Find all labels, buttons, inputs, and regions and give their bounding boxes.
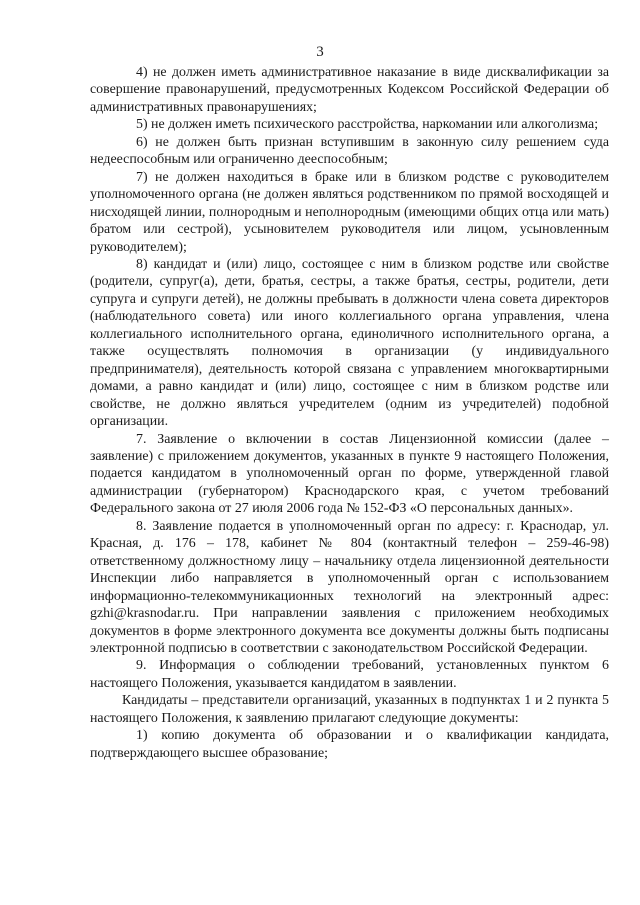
document-body [90, 64, 609, 762]
paragraph-clause-9: 9. Информация о соблюдении требований, установленных пунктом 6 настоящего Положения, указывается кандидатом в заявлении. [90, 658, 609, 691]
paragraph-requirement-7: 7) не должен находиться в браке или в близком родстве с руководителем уполномоченного органа (не должен являться родственником по прямой восходящей и нисходящей линии, полнородным и неполнородным (имеющими общих отца или мать) братом или сестрой), усыновителем руководителя или лицом, усыновленным руководителем); [90, 169, 609, 255]
paragraph-clause-8: 8. Заявление подается в уполномоченный орган по адресу: г. Краснодар, ул. Красная, д. 176 – 178, кабинет № 804 (контактный телефон – 259-46-98) ответственному должностному лицу – начальнику отдела лицензионной деятельности Инспекции либо направляется в уполномоченный орган с использованием информационно-телекоммуникационных технологий на электронный адрес: gzhi@krasnodar.ru. При направлении заявления с приложением необходимых документов в форме электронного документа все документы должны быть подписаны электронной подписью в соответствии с законодательством Российской Федерации. [90, 518, 609, 656]
paragraph-requirement-4: 4) не должен иметь административное наказание в виде дисквалификации за совершение правонарушений, предусмотренных Кодексом Российской Федерации об административных правонарушениях; [90, 65, 609, 115]
paragraph-clause-7: 7. Заявление о включении в состав Лицензионной комиссии (далее – заявление) с приложением документов, указанных в пункте 9 настоящего Положения, подается кандидатом в уполномоченный орган по форме, утвержденной главой администрации (губернатором) Краснодарского края, с учетом требований Федерального закона от 27 июля 2006 года № 152-ФЗ «О персональных данных». [90, 431, 609, 517]
paragraph-candidates: Кандидаты – представители организаций, указанных в подпунктах 1 и 2 пункта 5 настоящего Положения, к заявлению прилагают следующие документы: [90, 693, 609, 726]
paragraph-requirement-8: 8) кандидат и (или) лицо, состоящее с ним в близком родстве или свойстве (родители, супруг(а), дети, братья, сестры, а также братья, сестры, родители, дети супруга и супруги детей), не должны пребывать в должности члена совета директоров (наблюдательного совета) или иного коллегиального органа управления, члена коллегиального исполнительного органа, единоличного исполнительного органа, а также осуществлять полномочия в организации (у индивидуального предпринимателя), деятельность которой связана с управлением многоквартирными домами, а равно кандидат и (или) лицо, состоящее с ним в близком родстве или свойстве, не должно являться учредителем (одним из учредителей) подобной организации. [90, 256, 609, 430]
paragraph-requirement-5: 5) не должен иметь психического расстройства, наркомании или алкоголизма; [136, 117, 599, 133]
paragraph-requirement-6: 6) не должен быть признан вступившим в законную силу решением суда недееспособным или ограниченно дееспособным; [90, 134, 609, 168]
paragraph-document-1: 1) копию документа об образовании и о квалификации кандидата, подтверждающего высшее образование; [90, 728, 609, 761]
page-number: 3 [316, 44, 324, 60]
